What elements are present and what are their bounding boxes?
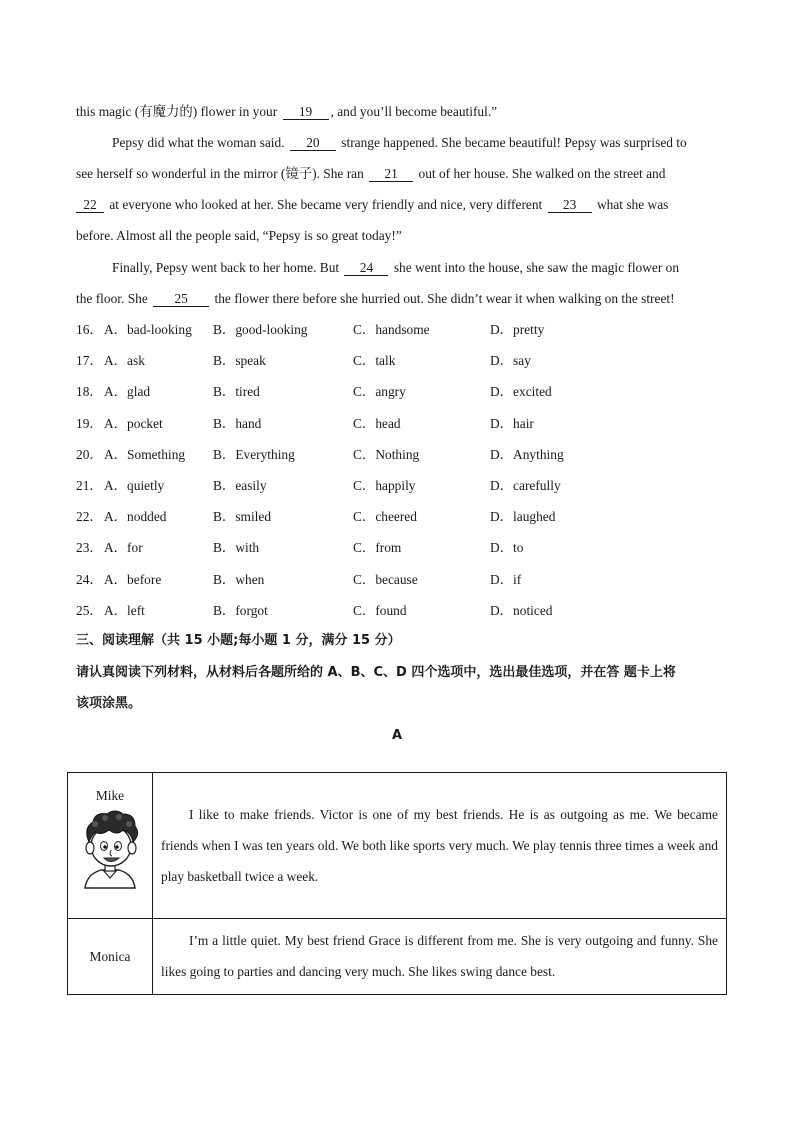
blank-24: 24 xyxy=(344,261,388,276)
passage-line-5 xyxy=(76,228,724,244)
option-b[interactable]: B．Everything xyxy=(213,447,295,462)
question-number: 20． xyxy=(76,447,103,462)
option-a[interactable]: A．nodded xyxy=(104,509,167,524)
option-a[interactable]: A．pocket xyxy=(104,416,163,431)
option-b[interactable]: B．forgot xyxy=(213,603,268,618)
option-c[interactable]: C．found xyxy=(353,603,407,618)
option-d[interactable]: D．laughed xyxy=(490,509,556,524)
blank-25: 25 xyxy=(153,292,209,307)
option-b[interactable]: B．good-looking xyxy=(213,322,308,337)
table-row xyxy=(68,773,727,919)
option-c[interactable]: C．happily xyxy=(353,478,416,493)
text: Pepsy did what the woman said. xyxy=(112,135,288,150)
text: what she was xyxy=(593,197,669,212)
question-number: 23． xyxy=(76,540,103,555)
blank-19: 19 xyxy=(283,105,329,120)
option-a[interactable]: A．ask xyxy=(104,353,145,368)
part-label: A xyxy=(391,728,403,743)
option-a[interactable]: A．bad-looking xyxy=(104,322,192,337)
paragraph: I like to make friends. Victor is one of my best friends. He is as outgoing as me. We became friends when I was ten years old. We both like sports very much. We play tennis three times a week and play basketball twice a week. xyxy=(161,807,718,884)
passage-line-6 xyxy=(112,260,724,276)
section-instruction: 请认真阅读下列材料，从材料后各题所给的 A、B、C、D 四个选项中，选出最佳选项，并在答 题卡上将 xyxy=(76,665,676,680)
person-name: Mike xyxy=(95,788,125,803)
name-cell xyxy=(68,919,153,995)
option-c[interactable]: C．because xyxy=(353,572,418,587)
question-number: 16． xyxy=(76,322,103,337)
option-d[interactable]: D．noticed xyxy=(490,603,553,618)
option-b[interactable]: B．easily xyxy=(213,478,267,493)
option-b[interactable]: B．speak xyxy=(213,353,266,368)
option-c[interactable]: C．handsome xyxy=(353,322,430,337)
text-cell xyxy=(153,919,727,995)
option-d[interactable]: D．pretty xyxy=(490,322,545,337)
option-c[interactable]: C．head xyxy=(353,416,401,431)
table-row xyxy=(68,919,727,995)
question-number: 25． xyxy=(76,603,103,618)
text-cell xyxy=(153,773,727,919)
option-a[interactable]: A．quietly xyxy=(104,478,165,493)
passage-line-4 xyxy=(76,197,724,213)
option-a[interactable]: A．for xyxy=(104,540,143,555)
name-cell xyxy=(68,773,153,919)
question-number: 17． xyxy=(76,353,103,368)
option-a[interactable]: A．glad xyxy=(104,384,151,399)
text: this magic (有魔力的) flower in your xyxy=(76,104,281,119)
text: the floor. She xyxy=(76,291,152,306)
option-b[interactable]: B．hand xyxy=(213,416,262,431)
option-b[interactable]: B．when xyxy=(213,572,265,587)
option-c[interactable]: C．from xyxy=(353,540,402,555)
option-a[interactable]: A．before xyxy=(104,572,162,587)
passage-line-2 xyxy=(112,135,724,151)
boy-cartoon-icon xyxy=(75,808,145,890)
text: see herself so wonderful in the mirror (镜子). She ran xyxy=(76,166,368,181)
text: strange happened. She became beautiful! Pepsy was surprised to xyxy=(337,135,687,150)
paragraph: I’m a little quiet. My best friend Grace is different from me. She is very outgoing and funny. She likes going to parties and dancing very much. She likes swing dance best. xyxy=(161,933,718,979)
blank-23: 23 xyxy=(548,198,592,213)
option-b[interactable]: B．with xyxy=(213,540,260,555)
option-b[interactable]: B．tired xyxy=(213,384,260,399)
question-number: 18． xyxy=(76,384,103,399)
section-heading: 三、阅读理解（共 15 小题;每小题 1 分，满分 15 分） xyxy=(76,633,401,648)
reading-table xyxy=(67,772,727,995)
question-number: 22． xyxy=(76,509,103,524)
option-a[interactable]: A．left xyxy=(104,603,145,618)
question-number: 24． xyxy=(76,572,103,587)
text: Finally, Pepsy went back to her home. But xyxy=(112,260,343,275)
text: , and you’ll become beautiful.” xyxy=(330,104,498,119)
text: the flower there before she hurried out. She didn’t wear it when walking on the street! xyxy=(211,291,675,306)
option-c[interactable]: C．Nothing xyxy=(353,447,420,462)
text: she went into the house, she saw the magic flower on xyxy=(390,260,680,275)
text: out of her house. She walked on the street and xyxy=(415,166,666,181)
option-d[interactable]: D．to xyxy=(490,540,524,555)
blank-21: 21 xyxy=(369,167,413,182)
option-c[interactable]: C．angry xyxy=(353,384,406,399)
option-d[interactable]: D．carefully xyxy=(490,478,561,493)
option-c[interactable]: C．cheered xyxy=(353,509,417,524)
option-d[interactable]: D．say xyxy=(490,353,531,368)
person-name: Monica xyxy=(89,948,131,964)
option-c[interactable]: C．talk xyxy=(353,353,396,368)
text: at everyone who looked at her. She became very friendly and nice, very different xyxy=(106,197,546,212)
option-d[interactable]: D．if xyxy=(490,572,522,587)
option-d[interactable]: D．hair xyxy=(490,416,534,431)
section-instruction-cont: 该项涂黑。 xyxy=(76,696,142,711)
option-d[interactable]: D．excited xyxy=(490,384,552,399)
option-d[interactable]: D．Anything xyxy=(490,447,564,462)
text: before. Almost all the people said, “Pepsy is so great today!” xyxy=(76,228,402,243)
option-b[interactable]: B．smiled xyxy=(213,509,272,524)
passage-line-1 xyxy=(76,104,724,120)
blank-20: 20 xyxy=(290,136,336,151)
passage-line-3 xyxy=(76,166,724,182)
question-number: 19． xyxy=(76,416,103,431)
blank-22: 22 xyxy=(76,198,104,213)
option-a[interactable]: A．Something xyxy=(104,447,186,462)
question-number: 21． xyxy=(76,478,103,493)
passage-line-7 xyxy=(76,291,724,307)
